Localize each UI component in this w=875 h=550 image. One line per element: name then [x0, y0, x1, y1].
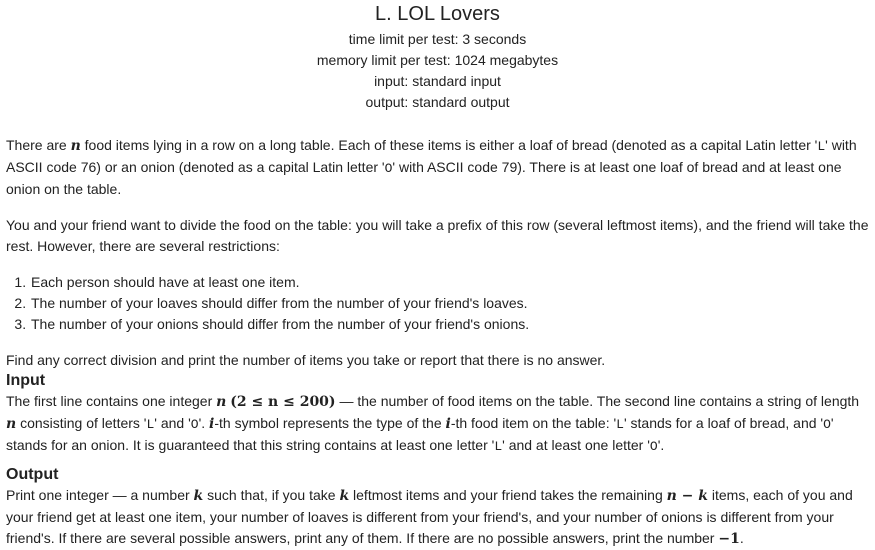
output-section-title: Output: [6, 466, 59, 483]
math-k: k: [193, 488, 204, 504]
code-L: L: [146, 417, 155, 432]
statement-paragraph-2: You and your friend want to divide the food on the table: you will take a prefix of this row (several leftmost items), and the friend will take the rest. However, there are several restrictions:: [6, 217, 869, 254]
problem-title: L. LOL Lovers: [375, 3, 500, 25]
math-n-minus-k: n − k: [666, 488, 708, 504]
list-item: 3. The number of your onions should differ from the number of your friend's onions.: [30, 314, 869, 335]
code-O: O: [384, 161, 393, 176]
code-O: O: [190, 417, 199, 432]
list-item: 2. The number of your loaves should differ from the number of your friend's loaves.: [30, 293, 869, 314]
math-constraint: (2 ≤ n ≤ 200): [230, 394, 336, 410]
input-spec: input: standard input: [374, 73, 501, 89]
math-i: i: [445, 416, 451, 432]
code-L: L: [817, 139, 826, 154]
restrictions-list: [6, 272, 869, 335]
list-item: 1. Each person should have at least one item.: [30, 272, 869, 293]
math-neg-one: −1: [718, 531, 740, 547]
input-section-title: Input: [6, 372, 46, 389]
code-L: L: [494, 439, 503, 454]
memory-limit: memory limit per test: 1024 megabytes: [316, 52, 559, 68]
statement-paragraph-3: Find any correct division and print the number of items you take or report that there is no answer.: [6, 352, 606, 368]
code-O: O: [649, 439, 658, 454]
input-description: The first line contains one integer n (2 ≤ n ≤ 200) — the number of food items on the table. The second line contains a string of length n consisting of letters 'L' and 'O'. i-th symbol represents the type of the i-th food item on the table: 'L' stands for a loaf of bread, and 'O' stands for an onion. It is guaranteed that this string contains at least one letter 'L' and at least one letter 'O'.: [6, 393, 860, 454]
code-L: L: [616, 417, 624, 432]
statement-paragraph-1: There are n food items lying in a row on a long table. Each of these items is either a loaf of bread (denoted as a capital Latin letter 'L' with ASCII code 76) or an onion (denoted as a capital Latin letter 'O' with ASCII code 79). There is at least one loaf of bread and at least one onion on the table.: [6, 137, 857, 197]
code-O: O: [823, 417, 831, 432]
math-n: n: [70, 138, 81, 154]
time-limit: time limit per test: 3 seconds: [348, 31, 527, 47]
problem-header: [6, 0, 869, 113]
math-k: k: [339, 488, 350, 504]
math-i: i: [209, 416, 215, 432]
input-section: [6, 371, 869, 457]
math-n: n: [216, 394, 227, 410]
output-section: [6, 465, 869, 550]
math-n: n: [6, 416, 17, 432]
output-description: Print one integer — a number k such that, if you take k leftmost items and your friend takes the remaining n − k items, each of you and your friend get at least one item, your number of loaves is different from your friend's, and your number of onions is different from your friend's. If there are several possible answers, print any of them. If there are no possible answers, print the number −1.: [6, 487, 853, 547]
output-spec: output: standard output: [365, 94, 510, 110]
